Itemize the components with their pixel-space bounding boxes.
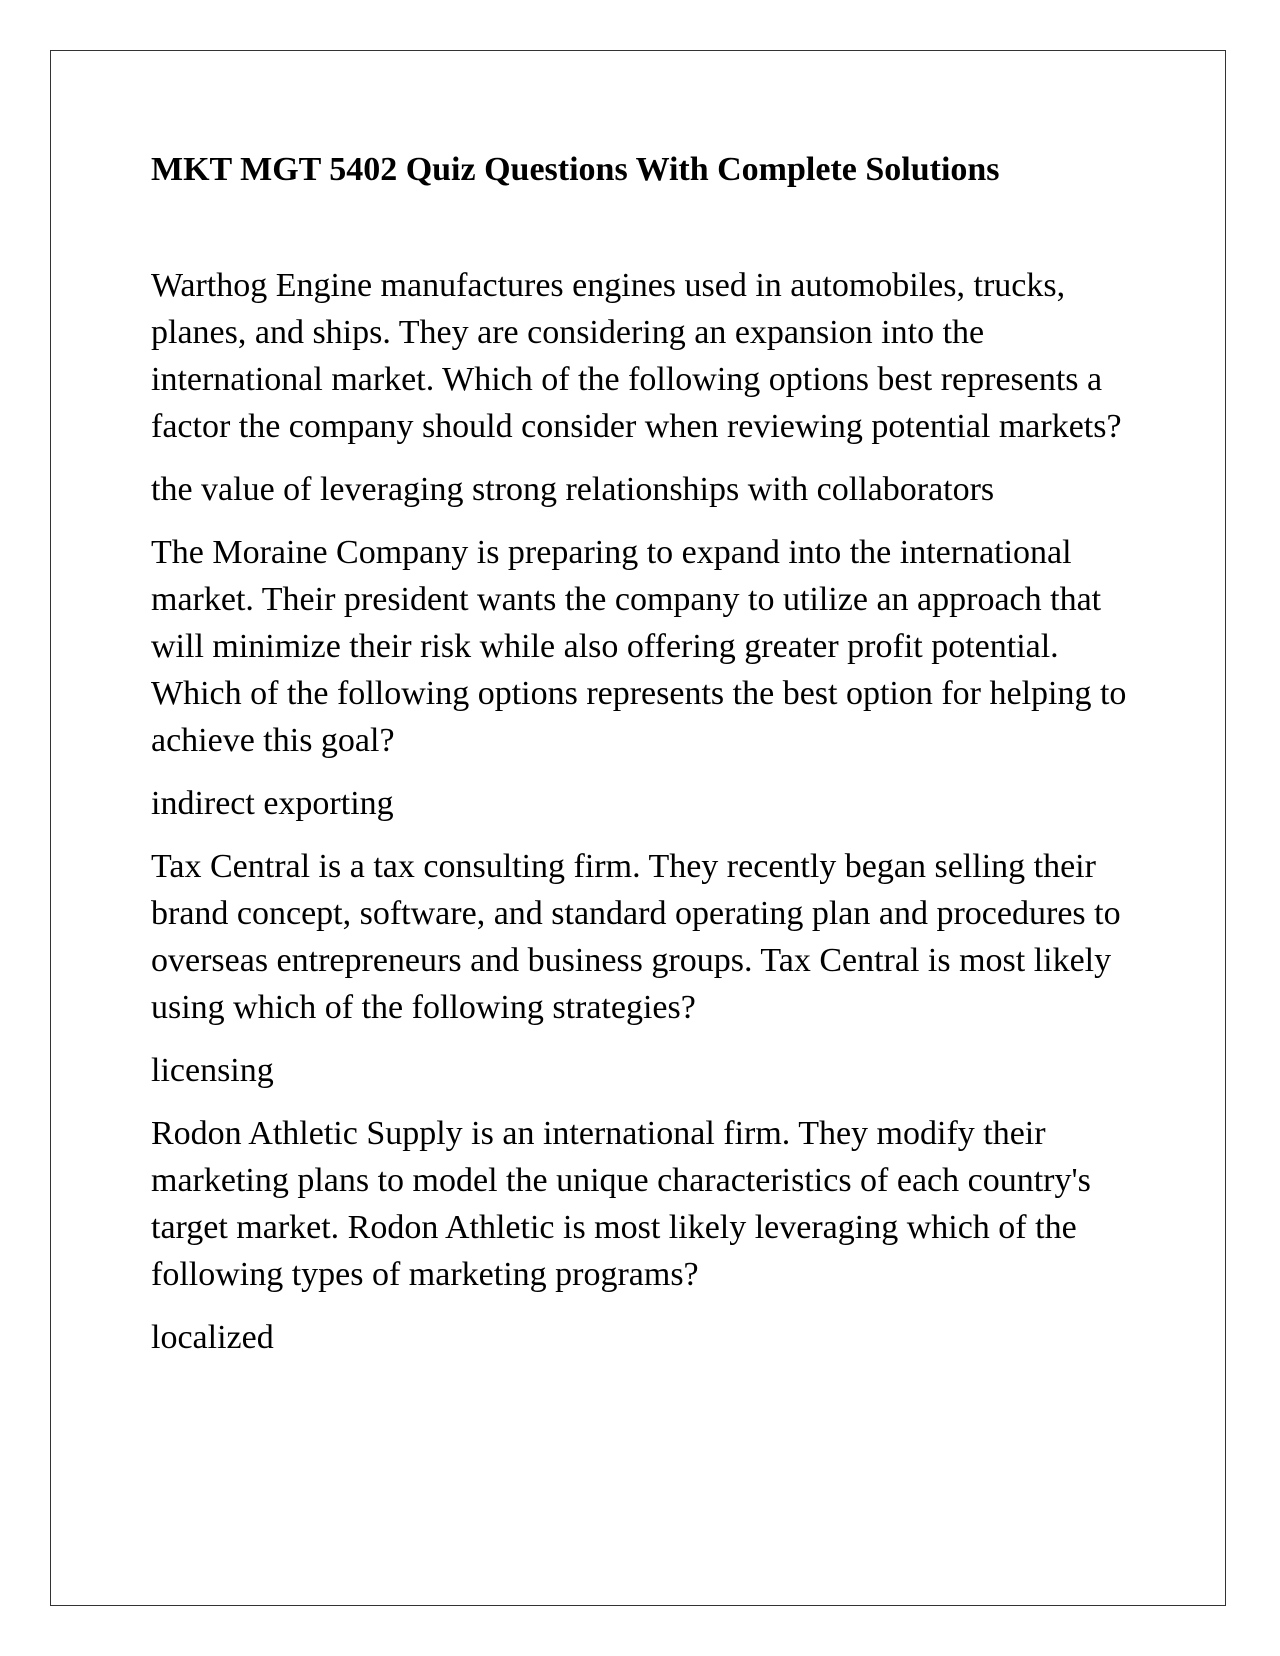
question-text: The Moraine Company is preparing to expand into the international market. Their president wants the company to utilize an approach that will minimize their risk while also offering greater profit potential. Which of the following options represents the best option for helping to achieve this goal? [151, 534, 1127, 760]
question-text: Rodon Athletic Supply is an international firm. They modify their marketing plans to model the unique characteristics of each country's target market. Rodon Athletic is most likely leveraging which of the following types of marketing programs? [151, 1115, 1091, 1294]
answer-text: localized [151, 1319, 274, 1357]
qa-list [151, 262, 1141, 1361]
qa-item-2 [151, 529, 1141, 827]
answer-text: indirect exporting [151, 785, 394, 823]
question-text: Tax Central is a tax consulting firm. They recently began selling their brand concept, software, and standard operating plan and procedures to overseas entrepreneurs and business groups. Tax Central is most likely using which of the following strategies? [151, 848, 1121, 1027]
qa-item-3 [151, 843, 1141, 1094]
document-title: MKT MGT 5402 Quiz Questions With Complete Solutions [151, 151, 1000, 188]
answer-text: the value of leveraging strong relationships with collaborators [151, 471, 995, 509]
qa-item-1 [151, 262, 1141, 513]
answer-text: licensing [151, 1052, 274, 1090]
question-text: Warthog Engine manufactures engines used in automobiles, trucks, planes, and ships. They are considering an expansion into the international market. Which of the following options best represents a factor the company should consider when reviewing potential markets? [151, 267, 1122, 446]
qa-item-4 [151, 1110, 1141, 1361]
document-body [151, 148, 1141, 1377]
